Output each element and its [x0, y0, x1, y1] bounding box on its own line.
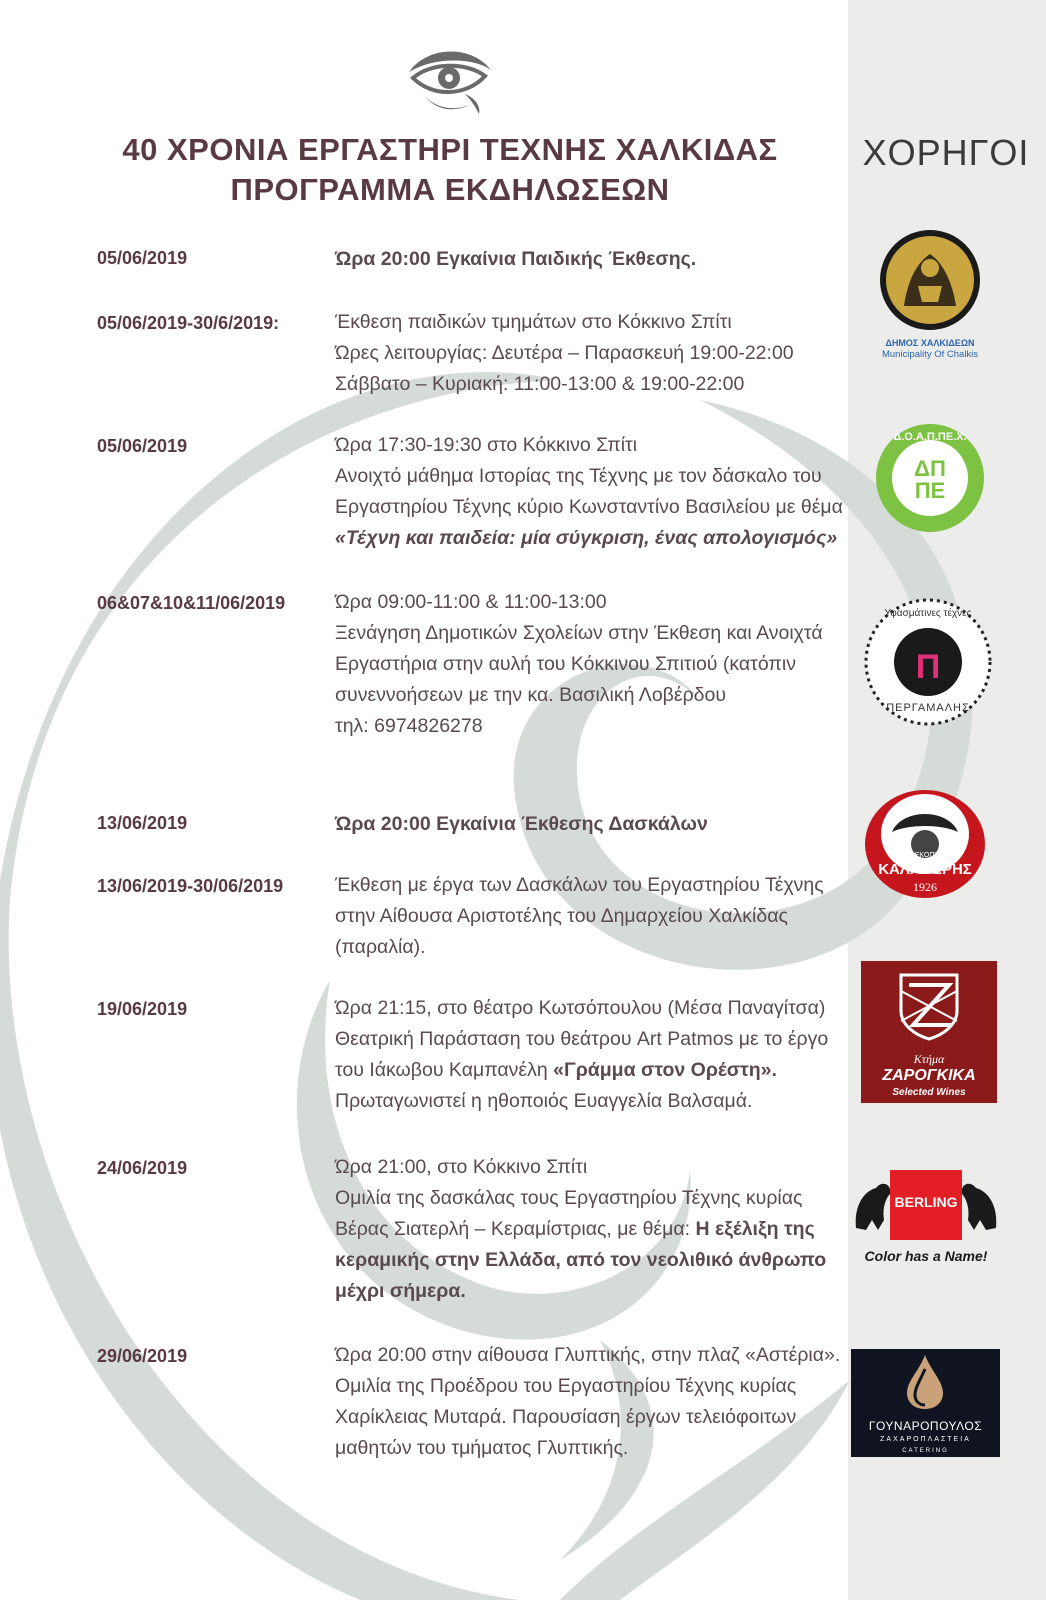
event-line: Έκθεση με έργα των Δασκάλων του Εργαστηρίου Τέχνης [335, 874, 824, 896]
event-date: 05/06/2019 [97, 248, 188, 268]
event-line: Ομιλία της Προέδρου του Εργαστηρίου Τέχνης κυρίας [335, 1375, 797, 1397]
sponsor-name: ΠΕΡΓΑΜΑΛΗΣ [886, 702, 970, 714]
event-description [335, 307, 845, 400]
sponsor-subtitle: Κτήμα [913, 1052, 945, 1066]
event-line: συνεννοήσεων με την κα. Βασιλική Λοβέρδου [335, 684, 727, 706]
event-line: Ώρα 21:00, στο Κόκκινο Σπίτι [335, 1156, 588, 1178]
event-line-part: Βέρας Σιατερλή – Κεραμίστριας, με θέμα: [335, 1218, 691, 1240]
sponsor-gounaropoulos[interactable] [851, 1349, 1000, 1457]
sponsor-tagline: CATERING [902, 1448, 949, 1454]
event-line: Ώρα 09:00-11:00 & 11:00-13:00 [335, 591, 607, 613]
eye-logo-icon [405, 38, 495, 118]
event-line: Ώρα 21:15, στο θέατρο Κωτσόπουλου (Μέσα Παναγίτσα) [335, 997, 826, 1019]
event-description [335, 430, 845, 554]
sponsor-name: ΖΑΡΟΓΚΙΚΑ [882, 1067, 976, 1084]
sponsor-berling[interactable] [852, 1168, 1000, 1272]
event-line: Χαρίκλειας Μυταρά. Παρουσίαση έργων τελειόφοιτων [335, 1406, 797, 1428]
sponsor-year: 1926 [913, 880, 937, 894]
event-line: Ξενάγηση Δημοτικών Σχολείων στην Έκθεση και Ανοιχτά [335, 622, 823, 644]
sponsor-name: ΚΑΛΑΘΕΡΗΣ [878, 861, 972, 878]
event-description [335, 1340, 845, 1464]
sponsor-tagline: Selected Wines [892, 1087, 966, 1098]
gounaropoulos-drop-icon [851, 1349, 1000, 1413]
sponsor-name: Δ.Ο.Α.Π.ΠΕ.Χ. [893, 431, 967, 443]
event-description [335, 809, 845, 840]
sponsor-subtitle: ΖΑΧΑΡΟΠΛΑΣΤΕΙΑ [880, 1436, 971, 1443]
sponsor-pergamalis[interactable] [862, 596, 994, 728]
zarogkika-emblem-icon [861, 961, 997, 1047]
event-line [335, 1214, 845, 1245]
event-date: 29/06/2019 [97, 1346, 188, 1366]
event-line: Εργαστήρια στην αυλή του Κόκκινου Σπιτιού (κατόπιν [335, 653, 796, 675]
event-date: 05/06/2019-30/6/2019: [97, 313, 280, 333]
event-line: (παραλία). [335, 936, 426, 958]
event-line: στην Αίθουσα Αριστοτέλης του Δημαρχείου Χαλκίδας [335, 905, 788, 927]
event-line-part: «Γράμμα στον Ορέστη». [553, 1059, 777, 1081]
coin-emblem-icon [868, 228, 992, 332]
sponsor-subtitle: Municipality Of Chalkis [881, 349, 979, 360]
event-line: Ώρες λειτουργίας: Δευτέρα – Παρασκευή 19:00-22:00 [335, 342, 794, 364]
event-date: 24/06/2019 [97, 1158, 188, 1178]
sponsor-tagline: Color has a Name! [864, 1248, 988, 1264]
sponsor-kalatheris[interactable] [862, 788, 988, 906]
event-line: Έκθεση παιδικών τμημάτων στο Κόκκινο Σπίτι [335, 311, 732, 333]
sponsor-name: ΔΗΜΟΣ ΧΑΛΚΙΔΕΩΝ [885, 338, 975, 348]
sponsor-subtitle: Υφασμάτινες τέχνες [884, 608, 972, 619]
event-date: 13/06/2019-30/06/2019 [97, 876, 284, 896]
event-date: 05/06/2019 [97, 436, 188, 456]
sponsor-mark: Π [915, 648, 941, 686]
event-line: Σάββατο – Κυριακή: 11:00-13:00 & 19:00-22:00 [335, 373, 745, 395]
sponsor-name: ΓΟΥΝΑΡΟΠΟΥΛΟΣ [868, 1419, 983, 1433]
event-line: «Τέχνη και παιδεία: μία σύγκριση, ένας απολογισμός» [335, 527, 838, 549]
event-line: Εργαστηρίου Τέχνης κύριο Κωνσταντίνο Βασιλείου με θέμα [335, 496, 843, 518]
event-line: Ομιλία της δασκάλας τους Εργαστηρίου Τέχνης κυρίας [335, 1187, 803, 1209]
event-line [335, 1055, 845, 1086]
event-line: Ώρα 20:00 στην αίθουσα Γλυπτικής, στην πλαζ «Αστέρια». [335, 1344, 841, 1366]
event-description [335, 587, 845, 742]
event-line: Ώρα 20:00 Εγκαίνια Παιδικής Έκθεσης. [335, 248, 697, 270]
event-date: 06&07&10&11/06/2019 [97, 593, 286, 613]
sponsors-heading: ΧΟΡΗΓΟΙ [862, 132, 1030, 173]
event-line-part: Η εξέλιξη της [695, 1218, 815, 1240]
event-line: μαθητών του τμήματος Γλυπτικής. [335, 1437, 629, 1459]
event-line: μέχρι σήμερα. [335, 1280, 466, 1302]
event-date: 19/06/2019 [97, 999, 188, 1019]
event-description [335, 1152, 845, 1307]
event-line: Ώρα 20:00 Εγκαίνια Έκθεσης Δασκάλων [335, 813, 708, 835]
event-description [335, 870, 845, 963]
event-line: Πρωταγωνιστεί η ηθοποιός Ευαγγελία Βαλσαμά. [335, 1090, 753, 1112]
event-line: Ανοιχτό μάθημα Ιστορίας της Τέχνης με τον δάσκαλο του [335, 465, 822, 487]
event-line: Ώρα 17:30-19:30 στο Κόκκινο Σπίτι [335, 434, 638, 456]
event-date: 13/06/2019 [97, 813, 188, 833]
event-line: κεραμικής στην Ελλάδα, από τον νεολιθικό άνθρωπο [335, 1249, 827, 1271]
sponsor-name: BERLING [894, 1194, 958, 1210]
event-description [335, 244, 845, 275]
sponsor-zarogkika[interactable] [861, 961, 997, 1103]
sponsor-doappex[interactable] [874, 422, 986, 534]
event-line: Θεατρική Παράσταση του θεάτρου Art Patmos με το έργο [335, 1028, 829, 1050]
page-subtitle: ΠΡΟΓΡΑΜΜΑ ΕΚΔΗΛΩΣΕΩΝ [230, 172, 670, 207]
event-line-part: του Ιάκωβου Καμπανέλη [335, 1059, 548, 1081]
sponsor-mark: ΔΠ ΠΕ [914, 456, 946, 503]
event-description [335, 993, 845, 1117]
sponsor-subtitle: ΚΑΦΕΚΟΠΤΕΙΑ [900, 852, 950, 859]
event-line: τηλ: 6974826278 [335, 715, 483, 737]
sponsor-municipality-chalkis[interactable] [868, 228, 992, 362]
page-title: 40 ΧΡΟΝΙΑ ΕΡΓΑΣΤΗΡΙ ΤΕΧΝΗΣ ΧΑΛΚΙΔΑΣ [122, 132, 778, 167]
